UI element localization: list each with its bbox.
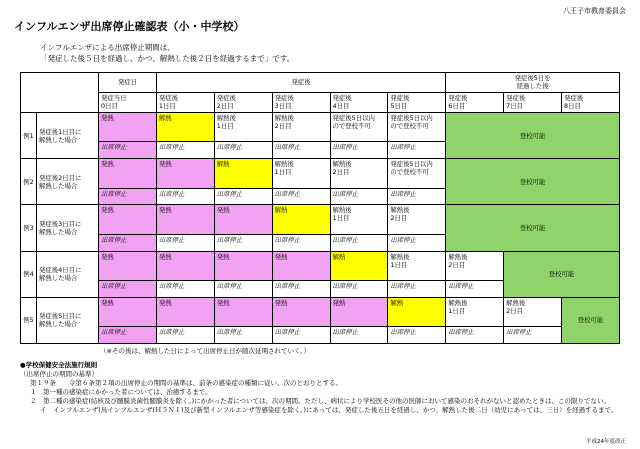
stop-cell: 出席停止 bbox=[388, 280, 446, 297]
stop-cell: 出席停止 bbox=[272, 327, 330, 344]
stop-cell: 出席停止 bbox=[330, 188, 388, 205]
page-title: インフルエンザ出席停止確認表（小・中学校） bbox=[14, 20, 245, 33]
day-header-8: 発症後 8日目 bbox=[562, 92, 620, 112]
stop-row-5 bbox=[21, 327, 620, 344]
intro-line-1: インフルエンザによる出席停止期間は、 bbox=[40, 43, 175, 52]
attend-ok-cell: 登校可能 bbox=[504, 251, 620, 297]
intro-text bbox=[40, 42, 294, 64]
stop-cell: 出席停止 bbox=[330, 142, 388, 159]
status-cell: 発熱 bbox=[272, 297, 330, 326]
status-cell: 発熱 bbox=[272, 251, 330, 280]
day-header-6: 発症後 6日目 bbox=[446, 92, 504, 112]
example-label: 例2 bbox=[21, 159, 37, 205]
stop-cell: 出席停止 bbox=[156, 234, 214, 251]
status-cell: 発熱 bbox=[99, 205, 157, 234]
stop-cell: 出席停止 bbox=[272, 280, 330, 297]
stop-cell: 出席停止 bbox=[272, 234, 330, 251]
status-cell: 発症後5日以内 ので登校不可 bbox=[330, 112, 388, 141]
stop-cell: 出席停止 bbox=[214, 327, 272, 344]
stop-cell: 出席停止 bbox=[446, 327, 504, 344]
status-cell: 解熱 bbox=[214, 159, 272, 188]
day-header-7: 発症後 7日目 bbox=[504, 92, 562, 112]
status-cell: 発熱 bbox=[99, 112, 157, 141]
attendance-table-body bbox=[21, 73, 620, 344]
day-header-0: 発症当日 0日目 bbox=[99, 92, 157, 112]
status-cell: 解熱後 1日目 bbox=[272, 159, 330, 188]
stop-cell: 出席停止 bbox=[99, 142, 157, 159]
law-para-3: イ インフルエンザ(鳥インフルエンザ(Ｈ５Ｎ１)及び新型インフルエンザ等感染症を除く。)にあっては、発症した後五日を経過し、かつ、解熱した後二日（幼児にあっては、三日）を経過するまで。 bbox=[40, 406, 618, 414]
stop-cell: 出席停止 bbox=[446, 280, 504, 297]
status-cell: 解熱 bbox=[388, 297, 446, 326]
status-cell: 解熱後 2日目 bbox=[272, 112, 330, 141]
stop-cell: 出席停止 bbox=[156, 327, 214, 344]
stop-cell: 出席停止 bbox=[272, 142, 330, 159]
stop-cell: 出席停止 bbox=[156, 142, 214, 159]
law-article: 第１９条 令第６条第２項の出席停止の期間の基準は、前条の感染症の種類に従い、次のとおりとする。 bbox=[30, 379, 342, 387]
example-desc: 発症後1日目に 解熱した場合 bbox=[37, 112, 99, 158]
stop-cell: 出席停止 bbox=[99, 280, 157, 297]
status-cell: 解熱後 1日目 bbox=[330, 205, 388, 234]
stop-cell: 出席停止 bbox=[388, 234, 446, 251]
status-cell: 発症後5日以内 ので登校不可 bbox=[388, 112, 446, 141]
stop-cell: 出席停止 bbox=[214, 188, 272, 205]
day-header-3: 発症後 3日目 bbox=[272, 92, 330, 112]
status-cell: 解熱後 2日目 bbox=[446, 251, 504, 280]
status-cell: 発熱 bbox=[214, 297, 272, 326]
attendance-table bbox=[20, 72, 620, 344]
status-cell: 解熱後 2日目 bbox=[504, 297, 562, 326]
law-sub: （出席停止の期間の基準） bbox=[20, 370, 98, 378]
example-desc: 発症後5日目に 解熱した場合 bbox=[37, 297, 99, 343]
stop-cell: 出席停止 bbox=[214, 142, 272, 159]
status-cell: 発熱 bbox=[99, 297, 157, 326]
attend-ok-cell: 登校可能 bbox=[562, 297, 620, 343]
stop-cell: 出席停止 bbox=[99, 234, 157, 251]
example-row-3 bbox=[21, 205, 620, 234]
status-cell: 発熱 bbox=[156, 297, 214, 326]
day-header-row bbox=[21, 92, 620, 112]
attend-ok-cell: 登校可能 bbox=[446, 159, 620, 205]
stop-cell: 出席停止 bbox=[388, 142, 446, 159]
stop-cell: 出席停止 bbox=[330, 234, 388, 251]
stop-cell: 出席停止 bbox=[156, 280, 214, 297]
status-cell: 発熱 bbox=[214, 205, 272, 234]
example-row-1 bbox=[21, 112, 620, 141]
status-cell: 発熱 bbox=[99, 159, 157, 188]
law-heading: ●学校保健安全法施行規則 bbox=[20, 361, 98, 369]
stop-cell: 出席停止 bbox=[330, 327, 388, 344]
stop-cell: 出席停止 bbox=[214, 234, 272, 251]
example-row-4 bbox=[21, 251, 620, 280]
stop-cell: 出席停止 bbox=[388, 327, 446, 344]
day-header-5: 発症後 5日目 bbox=[388, 92, 446, 112]
status-cell: 解熱 bbox=[330, 251, 388, 280]
stop-cell: 出席停止 bbox=[99, 188, 157, 205]
corner-cell bbox=[21, 73, 99, 113]
stop-cell: 出席停止 bbox=[99, 327, 157, 344]
example-desc: 発症後2日目に 解熱した場合 bbox=[37, 159, 99, 205]
status-cell: 発熱 bbox=[99, 251, 157, 280]
status-cell: 発症後5日以内 ので登校不可 bbox=[388, 159, 446, 188]
org-name: 八王子市教育委員会 bbox=[563, 7, 626, 15]
status-cell: 解熱後 2日目 bbox=[330, 159, 388, 188]
attend-ok-cell: 登校可能 bbox=[446, 205, 620, 251]
law-para-1: １ 第一種の感染症にかかった者については、治癒するまで。 bbox=[30, 388, 212, 396]
day-header-2: 発症後 2日目 bbox=[214, 92, 272, 112]
intro-line-2: 「発症した後５日を経過し、かつ、解熱した後２日を経過するまで」です。 bbox=[40, 54, 295, 63]
day-header-1: 発症後 1日目 bbox=[156, 92, 214, 112]
law-section bbox=[20, 361, 626, 415]
stop-cell: 出席停止 bbox=[504, 327, 562, 344]
status-cell: 解熱 bbox=[156, 112, 214, 141]
status-cell: 解熱 bbox=[272, 205, 330, 234]
status-cell: 発熱 bbox=[330, 297, 388, 326]
example-desc: 発症後3日目に 解熱した場合 bbox=[37, 205, 99, 251]
example-row-5 bbox=[21, 297, 620, 326]
group-after: 発症後 bbox=[156, 73, 445, 93]
attend-ok-cell: 登校可能 bbox=[446, 112, 620, 158]
status-cell: 解熱後 2日目 bbox=[388, 205, 446, 234]
status-cell: 発熱 bbox=[156, 251, 214, 280]
example-row-2 bbox=[21, 159, 620, 188]
example-label: 例1 bbox=[21, 112, 37, 158]
law-para-2: ２ 第二種の感染症(結核及び髄膜炎菌性髄膜炎を除く。)にかかった者については、次の期間。ただし、病状により学校医その他の医師において感染のおそれがないと認めたときは、この限りでない。 bbox=[30, 397, 611, 405]
stop-cell: 出席停止 bbox=[388, 188, 446, 205]
revision-note: 平成24年度改正 bbox=[586, 439, 626, 445]
example-label: 例3 bbox=[21, 205, 37, 251]
status-cell: 発熱 bbox=[156, 159, 214, 188]
status-cell: 発熱 bbox=[156, 205, 214, 234]
status-cell: 解熱後 1日目 bbox=[446, 297, 504, 326]
group-onset: 発症日 bbox=[99, 73, 157, 93]
example-label: 例4 bbox=[21, 251, 37, 297]
stop-cell: 出席停止 bbox=[330, 280, 388, 297]
stop-cell: 出席停止 bbox=[272, 188, 330, 205]
stop-cell: 出席停止 bbox=[156, 188, 214, 205]
status-cell: 解熱後 1日目 bbox=[388, 251, 446, 280]
group-after5: 発症後5日を 経過した後 bbox=[446, 73, 620, 93]
stop-cell: 出席停止 bbox=[214, 280, 272, 297]
day-header-4: 発症後 4日目 bbox=[330, 92, 388, 112]
status-cell: 発熱 bbox=[214, 251, 272, 280]
table-note: （※その後は、解熱した日によって出席停止日が随次延期されていく。） bbox=[100, 347, 311, 355]
example-desc: 発症後4日目に 解熱した場合 bbox=[37, 251, 99, 297]
example-label: 例5 bbox=[21, 297, 37, 343]
status-cell: 解熱後 1日目 bbox=[214, 112, 272, 141]
